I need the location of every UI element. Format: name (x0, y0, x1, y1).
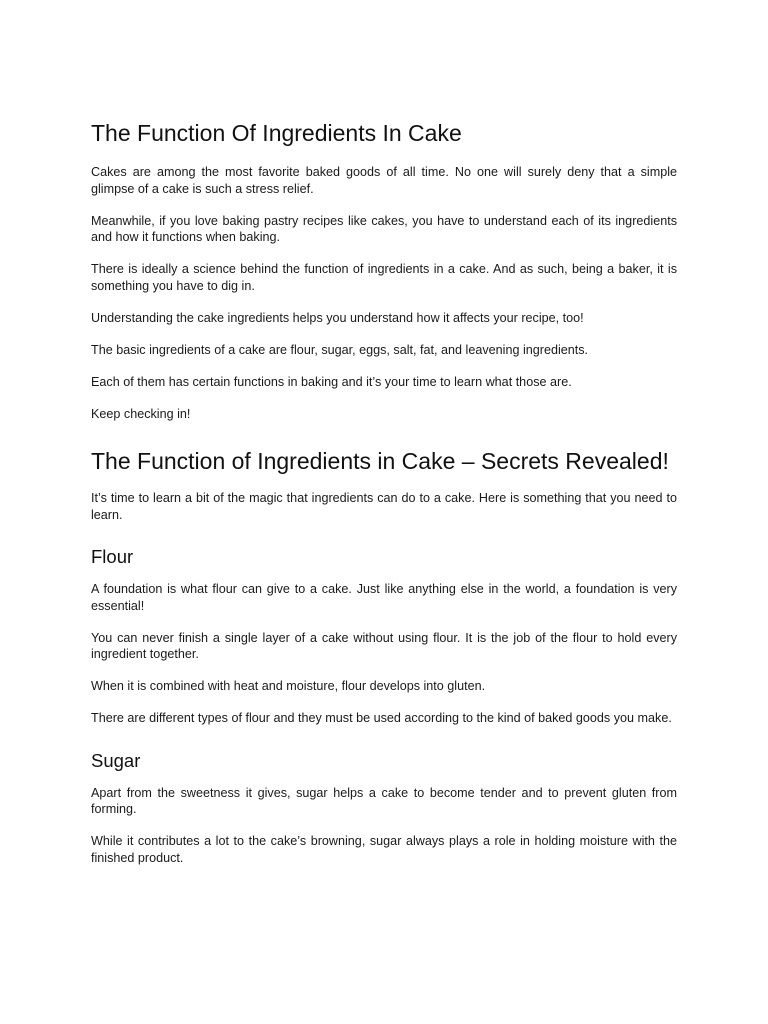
flour-paragraph: There are different types of flour and they must be used according to the kind of baked goods you make. (91, 711, 672, 725)
intro-paragraph: Each of them has certain functions in baking and it’s your time to learn what those are. (91, 374, 572, 389)
document-page (91, 117, 677, 882)
intro-paragraph: There is ideally a science behind the function of ingredients in a cake. And as such, being a baker, it is something you have to dig in. (91, 262, 677, 293)
sugar-paragraph: Apart from the sweetness it gives, sugar helps a cake to become tender and to prevent gluten from forming. (91, 785, 677, 816)
sugar-paragraph: While it contributes a lot to the cake’s browning, sugar always plays a role in holding moisture with the finished product. (91, 834, 677, 865)
intro-paragraph: Understanding the cake ingredients helps you understand how it affects your recipe, too! (91, 310, 584, 325)
intro-paragraph: Meanwhile, if you love baking pastry recipes like cakes, you have to understand each of its ingredients and how it functions when baking. (91, 213, 677, 244)
flour-heading: Flour (91, 546, 134, 567)
intro-paragraph: Keep checking in! (91, 406, 191, 421)
flour-section (91, 545, 677, 727)
flour-paragraph: You can never finish a single layer of a cake without using flour. It is the job of the flour to hold every ingredient together. (91, 630, 677, 661)
secrets-heading: The Function of Ingredients in Cake – Secrets Revealed! (91, 448, 669, 474)
document-title: The Function Of Ingredients In Cake (91, 120, 462, 146)
flour-paragraph: A foundation is what flour can give to a cake. Just like anything else in the world, a foundation is very essential! (91, 582, 677, 613)
secrets-section (91, 446, 677, 523)
sugar-section (91, 749, 677, 867)
intro-section (91, 164, 677, 422)
intro-paragraph: Cakes are among the most favorite baked goods of all time. No one will surely deny that a simple glimpse of a cake is such a stress relief. (91, 165, 677, 196)
sugar-heading: Sugar (91, 749, 141, 771)
flour-paragraph: When it is combined with heat and moisture, flour develops into gluten. (91, 679, 486, 693)
intro-paragraph: The basic ingredients of a cake are flour, sugar, eggs, salt, fat, and leavening ingredients. (91, 342, 589, 357)
secrets-paragraph: It’s time to learn a bit of the magic that ingredients can do to a cake. Here is something that you need to learn. (91, 491, 677, 522)
